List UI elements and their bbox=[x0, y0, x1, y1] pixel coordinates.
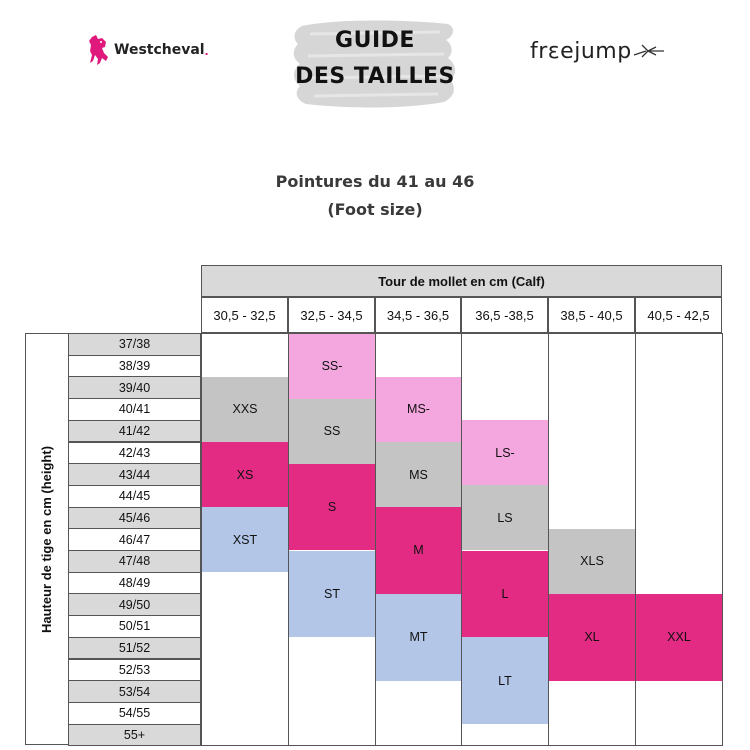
calf-header: Tour de mollet en cm (Calf) bbox=[201, 265, 722, 297]
size-block: SS bbox=[289, 399, 375, 464]
title-line-guide: GUIDE bbox=[335, 28, 415, 53]
freejump-brand: frεejump bbox=[530, 38, 632, 64]
height-row-label: 37/38 bbox=[68, 333, 201, 356]
height-row-label: 52/53 bbox=[68, 659, 201, 682]
height-row-label: 51/52 bbox=[68, 637, 201, 660]
height-header bbox=[25, 333, 69, 745]
size-block: ST bbox=[289, 551, 375, 638]
size-block: M bbox=[376, 507, 461, 594]
calf-range-header: 32,5 - 34,5 bbox=[288, 297, 375, 333]
height-row-label: 43/44 bbox=[68, 463, 201, 486]
size-block: XXL bbox=[636, 594, 722, 681]
size-block: L bbox=[462, 551, 548, 638]
height-row-label: 38/39 bbox=[68, 355, 201, 378]
size-block: XST bbox=[202, 507, 288, 572]
subtitle-foot-size: Pointures du 41 au 46 bbox=[275, 172, 475, 191]
size-block: S bbox=[289, 464, 375, 551]
calf-range-header: 38,5 - 40,5 bbox=[548, 297, 635, 333]
height-row-label: 48/49 bbox=[68, 572, 201, 595]
size-block: LS- bbox=[462, 420, 548, 485]
size-block: LT bbox=[462, 637, 548, 724]
horse-icon bbox=[86, 33, 112, 67]
size-block: MT bbox=[376, 594, 461, 681]
size-block: XS bbox=[202, 442, 288, 507]
size-block: XXS bbox=[202, 377, 288, 442]
title-line-des-tailles: DES TAILLES bbox=[295, 64, 455, 89]
subtitle-foot-size-en: (Foot size) bbox=[327, 200, 423, 219]
height-row-label: 50/51 bbox=[68, 615, 201, 638]
height-row-label: 42/43 bbox=[68, 442, 201, 465]
freejump-logo bbox=[530, 36, 666, 66]
size-block: XLS bbox=[549, 529, 635, 594]
westcheval-dot: . bbox=[204, 42, 209, 58]
height-row-label: 53/54 bbox=[68, 680, 201, 703]
height-row-label: 55+ bbox=[68, 724, 201, 747]
height-row-label: 40/41 bbox=[68, 398, 201, 421]
size-block: SS- bbox=[289, 334, 375, 399]
westcheval-logo bbox=[86, 30, 209, 70]
height-row-label: 41/42 bbox=[68, 420, 201, 443]
size-column bbox=[635, 333, 723, 746]
height-row-label: 45/46 bbox=[68, 507, 201, 530]
westcheval-brand: Westcheval bbox=[114, 42, 205, 58]
size-block: MS- bbox=[376, 377, 461, 442]
size-guide-title bbox=[280, 14, 470, 114]
height-header-text: Hauteur de tige en cm (height) bbox=[39, 445, 55, 633]
calf-range-header: 30,5 - 32,5 bbox=[201, 297, 288, 333]
height-row-label: 47/48 bbox=[68, 550, 201, 573]
size-block: XL bbox=[549, 594, 635, 681]
height-row-label: 44/45 bbox=[68, 485, 201, 508]
size-block: MS bbox=[376, 442, 461, 507]
height-row-label: 39/40 bbox=[68, 376, 201, 399]
height-row-label: 46/47 bbox=[68, 528, 201, 551]
height-row-label: 49/50 bbox=[68, 593, 201, 616]
calf-range-header: 34,5 - 36,5 bbox=[375, 297, 461, 333]
height-row-label: 54/55 bbox=[68, 702, 201, 725]
calf-range-header: 40,5 - 42,5 bbox=[635, 297, 722, 333]
dragonfly-icon bbox=[632, 41, 666, 61]
size-block: LS bbox=[462, 485, 548, 550]
calf-range-header: 36,5 -38,5 bbox=[461, 297, 548, 333]
